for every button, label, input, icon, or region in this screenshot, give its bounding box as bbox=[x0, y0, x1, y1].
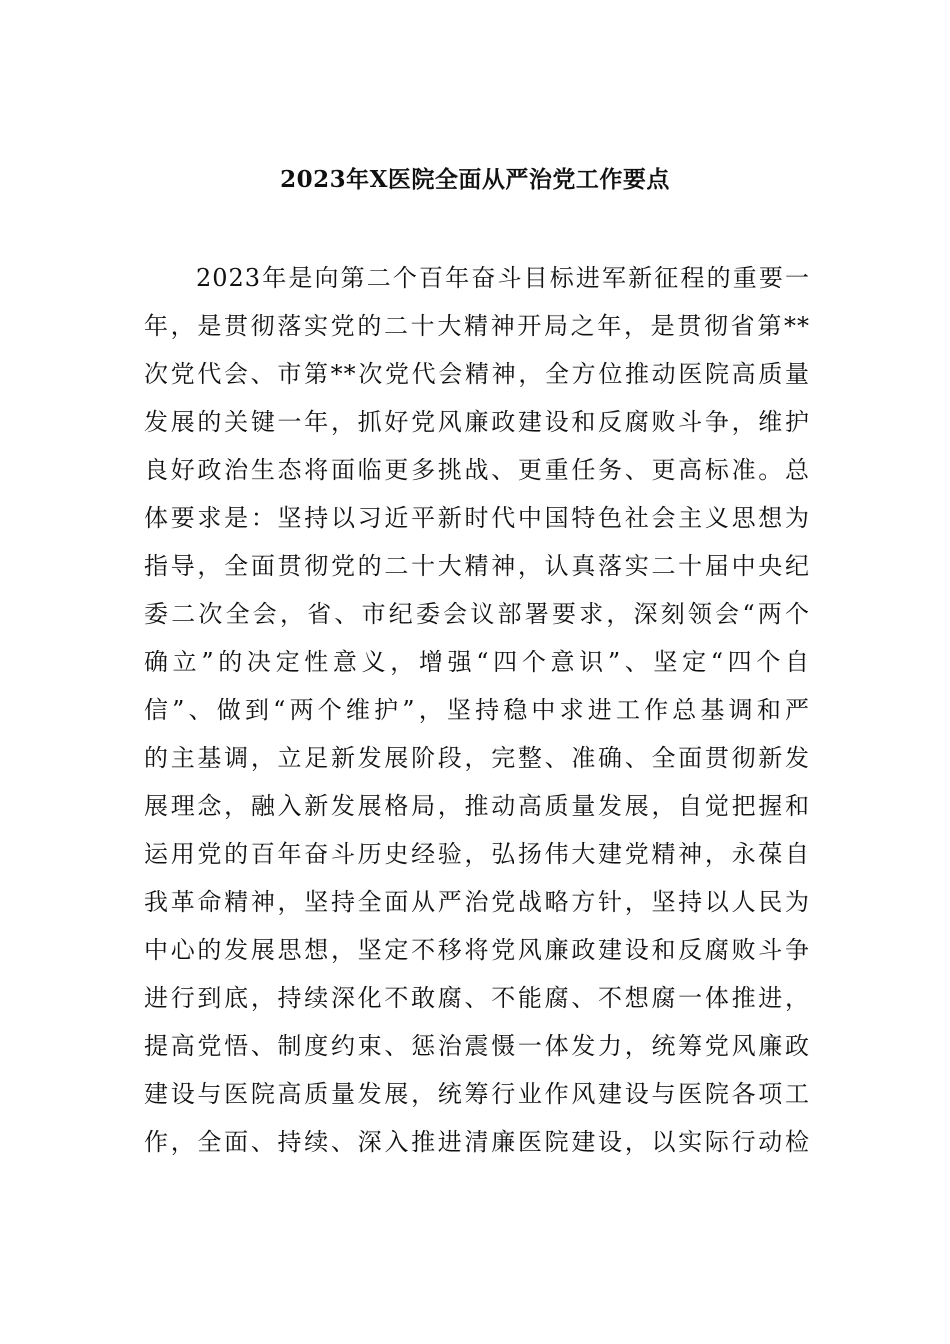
paragraph-line: 体要求是：坚持以习近平新时代中国特色社会主义思想为 bbox=[144, 504, 810, 532]
paragraph-line: 作，全面、持续、深入推进清廉医院建设，以实际行动检 bbox=[144, 1128, 810, 1156]
paragraph-line: 展理念，融入新发展格局，推动高质量发展，自觉把握和 bbox=[144, 792, 810, 820]
paragraph-line: 提高党悟、制度约束、惩治震慑一体发力，统筹党风廉政 bbox=[144, 1032, 810, 1060]
paragraph-line: 指导，全面贯彻党的二十大精神，认真落实二十届中央纪 bbox=[144, 552, 810, 580]
paragraph-line: 建设与医院高质量发展，统筹行业作风建设与医院各项工 bbox=[144, 1080, 810, 1108]
paragraph-line: 信”、做到“两个维护”，坚持稳中求进工作总基调和严 bbox=[144, 696, 810, 724]
paragraph-line: 2023年是向第二个百年奋斗目标进军新征程的重要一 bbox=[196, 264, 810, 292]
paragraph-line: 良好政治生态将面临更多挑战、更重任务、更高标准。总 bbox=[144, 456, 810, 484]
paragraph-line: 委二次全会，省、市纪委会议部署要求，深刻领会“两个 bbox=[144, 600, 810, 628]
paragraph-line: 进行到底，持续深化不敢腐、不能腐、不想腐一体推进， bbox=[144, 984, 810, 1012]
paragraph-line: 运用党的百年奋斗历史经验，弘扬伟大建党精神，永葆自 bbox=[144, 840, 810, 868]
paragraph-line: 年，是贯彻落实党的二十大精神开局之年，是贯彻省第** bbox=[144, 312, 810, 340]
paragraph-line: 确立”的决定性意义，增强“四个意识”、坚定“四个自 bbox=[144, 648, 810, 676]
paragraph-line: 次党代会、市第**次党代会精神，全方位推动医院高质量 bbox=[144, 360, 810, 388]
paragraph-line: 我革命精神，坚持全面从严治党战略方针，坚持以人民为 bbox=[144, 888, 810, 916]
paragraph-line: 中心的发展思想，坚定不移将党风廉政建设和反腐败斗争 bbox=[144, 936, 810, 964]
document-title: 2023年X医院全面从严治党工作要点 bbox=[280, 166, 670, 193]
paragraph-line: 的主基调，立足新发展阶段，完整、准确、全面贯彻新发 bbox=[144, 744, 810, 772]
paragraph-line: 发展的关键一年，抓好党风廉政建设和反腐败斗争，维护 bbox=[144, 408, 810, 436]
